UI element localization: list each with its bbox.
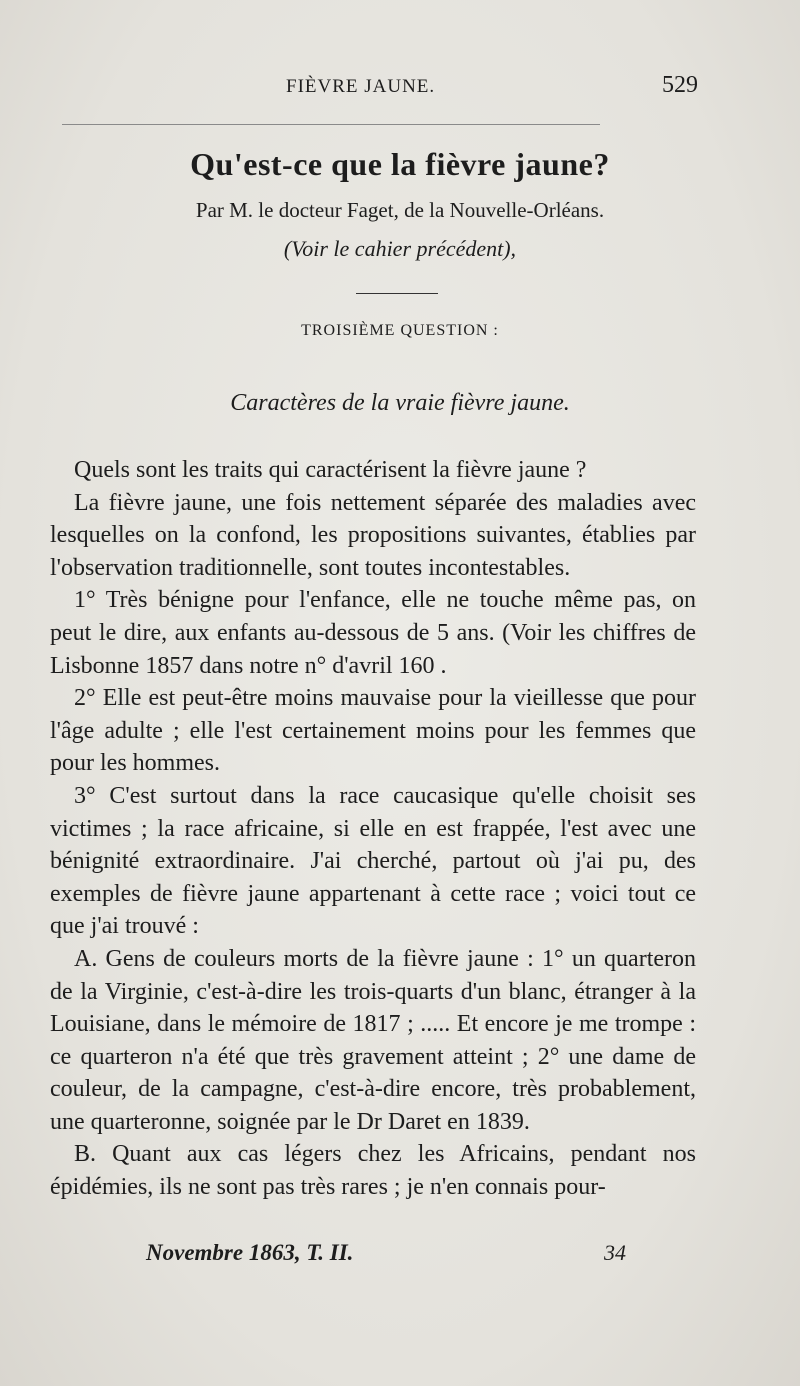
- running-title: FIÈVRE JAUNE.: [286, 76, 436, 97]
- page-header: [48, 72, 698, 106]
- article-title: Qu'est-ce que la fièvre jaune?: [190, 146, 610, 182]
- section-divider: [356, 293, 438, 294]
- author-line: Par M. le docteur Faget, de la Nouvelle-Orléans.: [195, 198, 605, 222]
- see-note-text: (Voir le cahier précédent),: [283, 236, 517, 261]
- paragraph-point-2: 2° Elle est peut-être moins mauvaise pour la vieillesse que pour l'âge adulte ; elle l'est certainement moins pour les femmes que pour les hommes.: [50, 685, 696, 777]
- question-heading: TROISIÈME QUESTION :: [301, 322, 499, 339]
- footer-date: [146, 1240, 353, 1266]
- header-rule: [62, 124, 600, 125]
- paragraph-point-3: 3° C'est surtout dans la race caucasique qu'elle choisit ses victimes ; la race africaine, si elle en est frappée, l'est avec une bénignité extraordinaire. J'ai cherché, partout où j'ai pu, des exemples de fièvre jaune appartenant à cette race ; voici tout ce que j'ai trouvé :: [50, 782, 696, 940]
- paragraph-question: Quels sont les traits qui caractérisent la fièvre jaune ?: [74, 457, 587, 483]
- section-title: Caractères de la vraie fièvre jaune.: [230, 390, 570, 416]
- see-note: [0, 236, 800, 262]
- signature-mark: 34: [604, 1240, 626, 1265]
- page-number: 529: [662, 72, 698, 98]
- paragraph-intro: La fièvre jaune, une fois nettement séparée des maladies avec lesquelles on la confond, les propositions suivantes, établies par l'observation traditionnelle, sont toutes incontestables.: [50, 489, 696, 581]
- paragraph-b: B. Quant aux cas légers chez les Africains, pendant nos épidémies, ils ne sont pas très rares ; je n'en connais pour-: [50, 1141, 696, 1201]
- footer-date-text: Novembre 1863, T. II.: [146, 1240, 354, 1265]
- paragraph-point-1: 1° Très bénigne pour l'enfance, elle ne touche même pas, on peut le dire, aux enfants au-dessous de 5 ans. (Voir les chiffres de Lisbonne 1857 dans notre n° d'avril 160 .: [50, 587, 696, 679]
- paragraph-a: A. Gens de couleurs morts de la fièvre jaune : 1° un quarteron de la Virginie, c'est-à-dire les trois-quarts d'un blanc, étranger à la Louisiane, dans le mémoire de 1817 ; ..... Et encore je me trompe : ce quarteron n'a été que très gravement atteint ; 2° une dame de couleur, de la campagne, c'est-à-dire encore, très probablement, une quarteronne, soignée par le Dr Daret en 1839.: [50, 945, 696, 1135]
- body-text: [50, 454, 696, 1204]
